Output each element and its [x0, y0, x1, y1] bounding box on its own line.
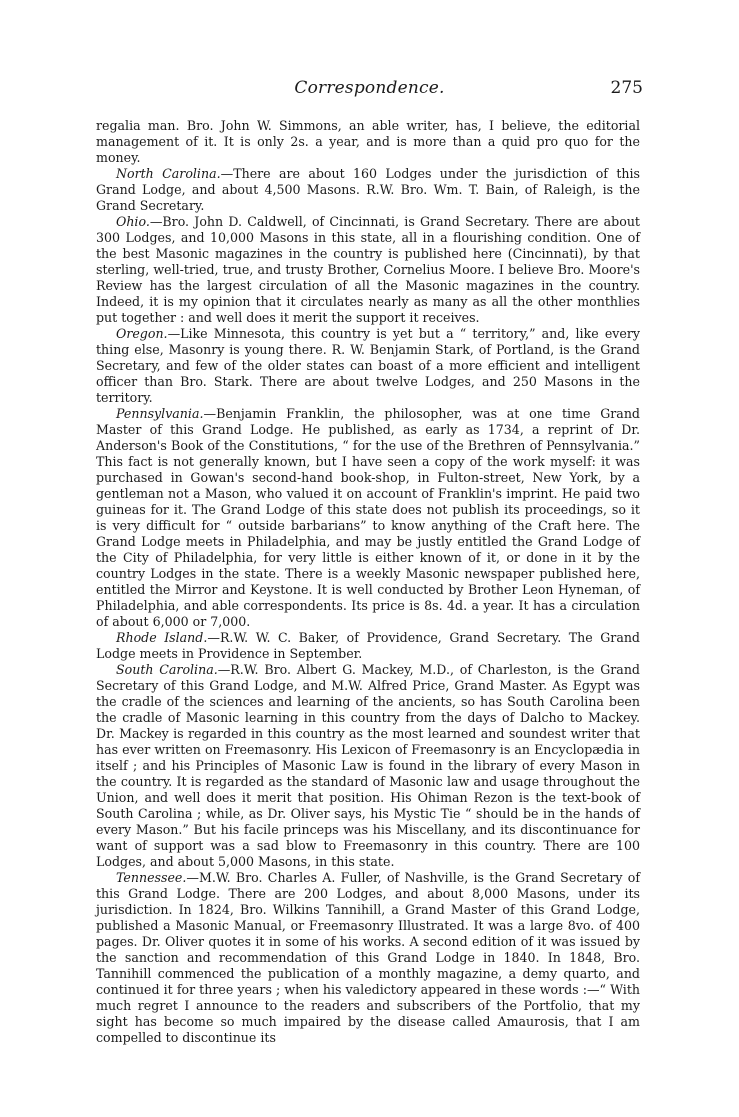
- paragraph-rhode-island: [96, 630, 640, 662]
- paragraph-ohio: [96, 214, 640, 326]
- paragraph-pennsylvania: [96, 406, 640, 630]
- paragraph-text: —M.W. Bro. Charles A. Fuller, of Nashville, is the Grand Secretary of this Grand Lodge. There are 200 Lodges, and about 8,000 Masons, under its jurisdiction. In 1824, Bro. Wilkins Tannihill, a Grand Master of this Grand Lodge, published a Masonic Manual, or Freemasonry Illustrated. It was a large 8vo. of 400 pages. Dr. Oliver quotes it in some of his works. A second edition of it was issued by the sanction and recommendation of this Grand Lodge in 1840. In 1848, Bro. Tannihill commenced the publication of a monthly magazine, a demy quarto, and continued it for three years ; when his valedictory appeared in these words :—“ With much regret I announce to the readers and subscribers of the Portfolio, that my sight has become so much impaired by the disease called Amaurosis, that I am compelled to discontinue its: [96, 870, 640, 1045]
- paragraph-oregon: [96, 326, 640, 406]
- running-head: [96, 78, 643, 102]
- paragraph-lead: South Carolina.: [116, 662, 218, 677]
- paragraph-text: —R.W. Bro. Albert G. Mackey, M.D., of Charleston, is the Grand Secretary of this Grand Lodge, and M.W. Alfred Price, Grand Master. As Egypt was the cradle of the sciences and learning of the ancients, so has South Carolina been the cradle of Masonic learning in this country from the days of Dalcho to Mackey. Dr. Mackey is regarded in this country as the most learned and soundest writer that has ever written on Freemasonry. His Lexicon of Freemasonry is an Encyclopædia in itself ; and his Principles of Masonic Law is found in the library of every Mason in the country. It is regarded as the standard of Masonic law and usage throughout the Union, and well does it merit that position. His Ohiman Rezon is the text-book of South Carolina ; while, as Dr. Oliver says, his Mystic Tie “ should be in the hands of every Mason.” But his facile princeps was his Miscellany, and its discontinuance for want of support was a sad blow to Freemasonry in this country. There are 100 Lodges, and about 5,000 Masons, in this state.: [96, 662, 640, 869]
- paragraph-text: regalia man. Bro. John W. Simmons, an able writer, has, I believe, the editorial management of it. It is only 2s. a year, and is more than a quid pro quo for the money.: [96, 118, 640, 165]
- paragraph-text: —Like Minnesota, this country is yet but a “ territory,” and, like every thing else, Masonry is young there. R. W. Benjamin Stark, of Portland, is the Grand Secretary, and few of the older states can boast of a more efficient and intelligent officer than Bro. Stark. There are about twelve Lodges, and 250 Masons in the territory.: [96, 326, 640, 405]
- paragraph-south-carolina: [96, 662, 640, 870]
- paragraph-lead: Oregon.: [116, 326, 168, 341]
- paragraph-north-carolina: [96, 166, 640, 214]
- paragraph-lead: Rhode Island.: [116, 630, 208, 645]
- page-number: 275: [610, 78, 643, 98]
- paragraph-text: —There are about 160 Lodges under the jurisdiction of this Grand Lodge, and about 4,500 Masons. R.W. Bro. Wm. T. Bain, of Raleigh, is the Grand Secretary.: [96, 166, 640, 213]
- body-text: [96, 118, 640, 1046]
- paragraph-text: —Bro. John D. Caldwell, of Cincinnati, is Grand Secretary. There are about 300 Lodges, and 10,000 Masons in this state, all in a flourishing condition. One of the best Masonic magazines in the country is published here (Cincinnati), by that sterling, well-tried, true, and trusty Brother, Cornelius Moore. I believe Bro. Moore's Review has the largest circulation of all the Masonic magazines in the country. Indeed, it is my opinion that it circulates nearly as many as all the other monthlies put together : and well does it merit the support it receives.: [96, 214, 640, 325]
- paragraph-text: —R.W. W. C. Baker, of Providence, Grand Secretary. The Grand Lodge meets in Providence in September.: [96, 630, 640, 661]
- paragraph-lead: Tennessee.: [116, 870, 187, 885]
- paragraph-lead: North Carolina.: [116, 166, 221, 181]
- paragraph-regalia: [96, 118, 640, 166]
- paragraph-lead: Ohio.: [116, 214, 150, 229]
- paragraph-lead: Pennsylvania.: [116, 406, 204, 421]
- running-title: Correspondence.: [294, 78, 445, 98]
- paragraph-tennessee: [96, 870, 640, 1046]
- paragraph-text: —Benjamin Franklin, the philosopher, was at one time Grand Master of this Grand Lodge. He published, as early as 1734, a reprint of Dr. Anderson's Book of the Constitutions, “ for the use of the Brethren of Pennsylvania.” This fact is not generally known, but I have seen a copy of the work myself: it was purchased in Gowan's second-hand book-shop, in Fulton-street, New York, by a gentleman not a Mason, who valued it on account of Franklin's imprint. He paid two guineas for it. The Grand Lodge of this state does not publish its proceedings, so it is very difficult for “ outside barbarians” to know anything of the Craft here. The Grand Lodge meets in Philadelphia, and may be justly entitled the Grand Lodge of the City of Philadelphia, for very little is either known of it, or done in it by the country Lodges in the state. There is a weekly Masonic newspaper published here, entitled the Mirror and Keystone. It is well conducted by Brother Leon Hyneman, of Philadelphia, and able correspondents. Its price is 8s. 4d. a year. It has a circulation of about 6,000 or 7,000.: [96, 406, 640, 629]
